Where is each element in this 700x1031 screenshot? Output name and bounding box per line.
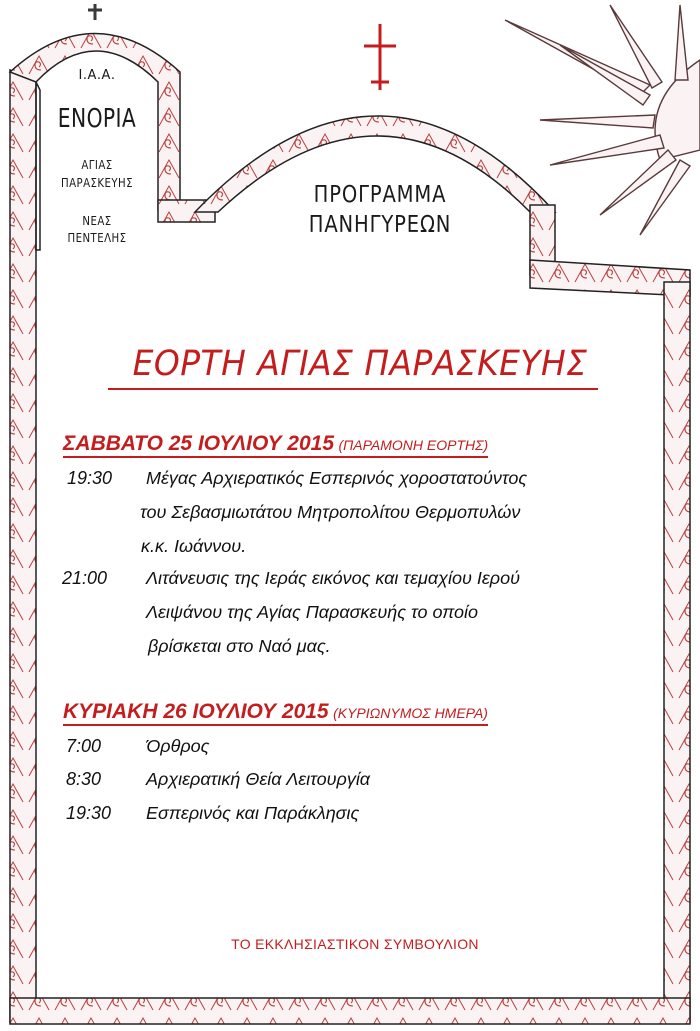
event-time: 19:30	[67, 468, 113, 488]
program-heading-line2: ΠΑΝΗΓΥΡΕΩΝ	[308, 212, 452, 238]
event-line: του Σεβασμιωτάτου Μητροπολίτου Θερμοπυλών	[140, 502, 521, 522]
cross-icon	[88, 4, 102, 20]
side-label-neas: ΝΕΑΣ	[82, 214, 112, 228]
side-label-pentelis: ΠΕΝΤΕΛΗΣ	[67, 231, 127, 245]
event-time: 21:00	[62, 568, 108, 588]
event-line: Εσπερινός και Παράκλησις	[146, 803, 360, 823]
side-label-agias: ΑΓΙΑΣ	[81, 158, 113, 172]
side-label-enoria: ΕΝΟΡΙΑ	[57, 104, 137, 134]
footer-signature: ΤΟ ΕΚΚΛΗΣΙΑΣΤΙΚΟΝ ΣΥΜΒΟΥΛΙΟΝ	[231, 936, 479, 952]
event-time: 19:30	[66, 803, 112, 823]
day1-heading-text: ΣΑΒΒΑΤΟ 25 ΙΟΥΛΙΟΥ 2015	[63, 432, 335, 455]
side-label-paraskevis: ΠΑΡΑΣΚΕΥΗΣ	[61, 176, 133, 190]
day1-heading-note: (ΠΑΡΑΜΟΝΗ ΕΟΡΤΗΣ)	[338, 437, 489, 453]
event-line: Μέγας Αρχιερατικός Εσπερινός χοροστατούντος	[146, 468, 528, 488]
event-line: Λειψάνου της Αγίας Παρασκευής το οποίο	[146, 602, 479, 622]
event-line: Λιτάνευσις της Ιεράς εικόνος και τεμαχίου Ιερού	[146, 568, 521, 588]
program-heading-line1: ΠΡΟΓΡΑΜΜΑ	[313, 182, 447, 208]
page-title: ΕΟΡΤΗ ΑΓΙΑΣ ΠΑΡΑΣΚΕΥΗΣ	[132, 344, 588, 384]
event-line: Αρχιερατική Θεία Λειτουργία	[146, 769, 371, 789]
day2-heading-note: (ΚΥΡΙΩΝΥΜΟΣ ΗΜΕΡΑ)	[333, 705, 488, 721]
title-underline	[108, 388, 598, 390]
day2-heading-text: ΚΥΡΙΑΚΗ 26 ΙΟΥΛΙΟΥ 2015	[63, 700, 329, 723]
event-time: 8:30	[66, 769, 102, 789]
event-time: 7:00	[66, 736, 102, 756]
day1-heading	[63, 432, 488, 458]
event-line: βρίσκεται στο Ναό μας.	[148, 636, 331, 656]
day2-heading	[63, 700, 488, 726]
event-line: Όρθρος	[146, 736, 210, 756]
event-line: κ.κ. Ιωάννου.	[141, 536, 247, 556]
side-label-iaa: Ι.Α.Α.	[78, 68, 116, 83]
